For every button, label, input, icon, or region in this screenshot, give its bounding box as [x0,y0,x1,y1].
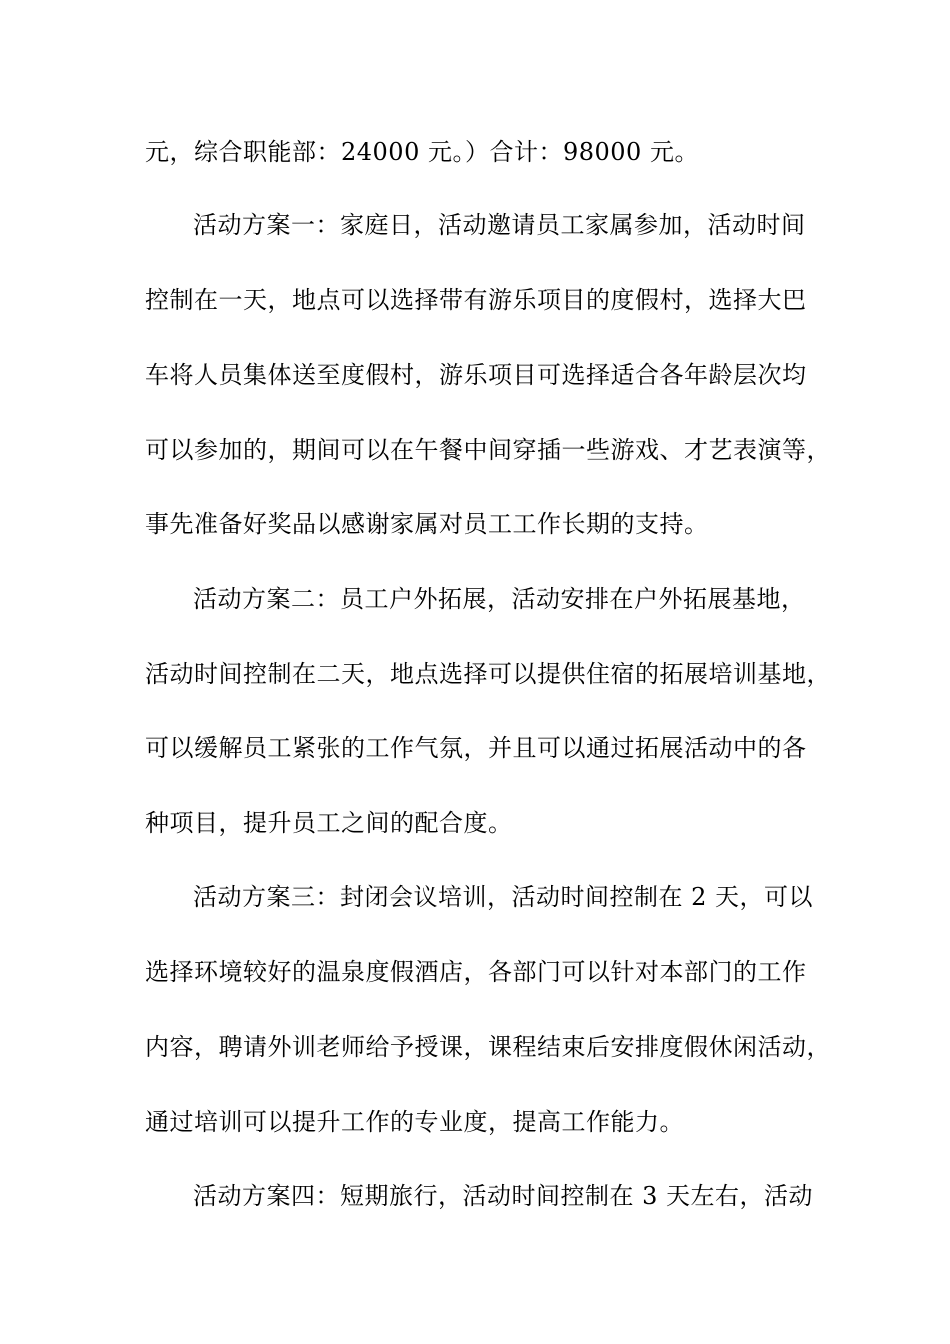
paragraph-2-line-2: 活动时间控制在二天，地点选择可以提供住宿的拓展培训基地， [145,660,831,688]
paragraph-2-line-3: 可以缓解员工紧张的工作气氛，并且可以通过拓展活动中的各 [145,734,807,762]
paragraph-3-line-3: 内容，聘请外训老师给予授课，课程结束后安排度假休闲活动， [145,1033,831,1061]
paragraph-3-line-1: 活动方案三：封闭会议培训，活动时间控制在 2 天，可以 [193,883,814,911]
paragraph-1-line-5: 事先准备好奖品以感谢家属对员工工作长期的支持。 [145,510,709,538]
paragraph-2-line-4: 种项目，提升员工之间的配合度。 [145,809,513,837]
paragraph-1-line-1: 活动方案一：家庭日，活动邀请员工家属参加，活动时间 [193,211,806,239]
paragraph-2-line-1: 活动方案二：员工户外拓展，活动安排在户外拓展基地， [193,585,806,613]
text-line-1: 元，综合职能部：24000 元。）合计：98000 元。 [145,138,699,166]
paragraph-3-line-2: 选择环境较好的温泉度假酒店，各部门可以针对本部门的工作 [145,958,807,986]
paragraph-3-line-4: 通过培训可以提升工作的专业度，提高工作能力。 [145,1108,684,1136]
paragraph-4-line-1: 活动方案四：短期旅行，活动时间控制在 3 天左右，活动 [193,1182,814,1210]
paragraph-1-line-4: 可以参加的，期间可以在午餐中间穿插一些游戏、才艺表演等， [145,436,831,464]
paragraph-1-line-2: 控制在一天，地点可以选择带有游乐项目的度假村，选择大巴 [145,286,807,314]
paragraph-1-line-3: 车将人员集体送至度假村，游乐项目可选择适合各年龄层次均 [145,361,807,389]
